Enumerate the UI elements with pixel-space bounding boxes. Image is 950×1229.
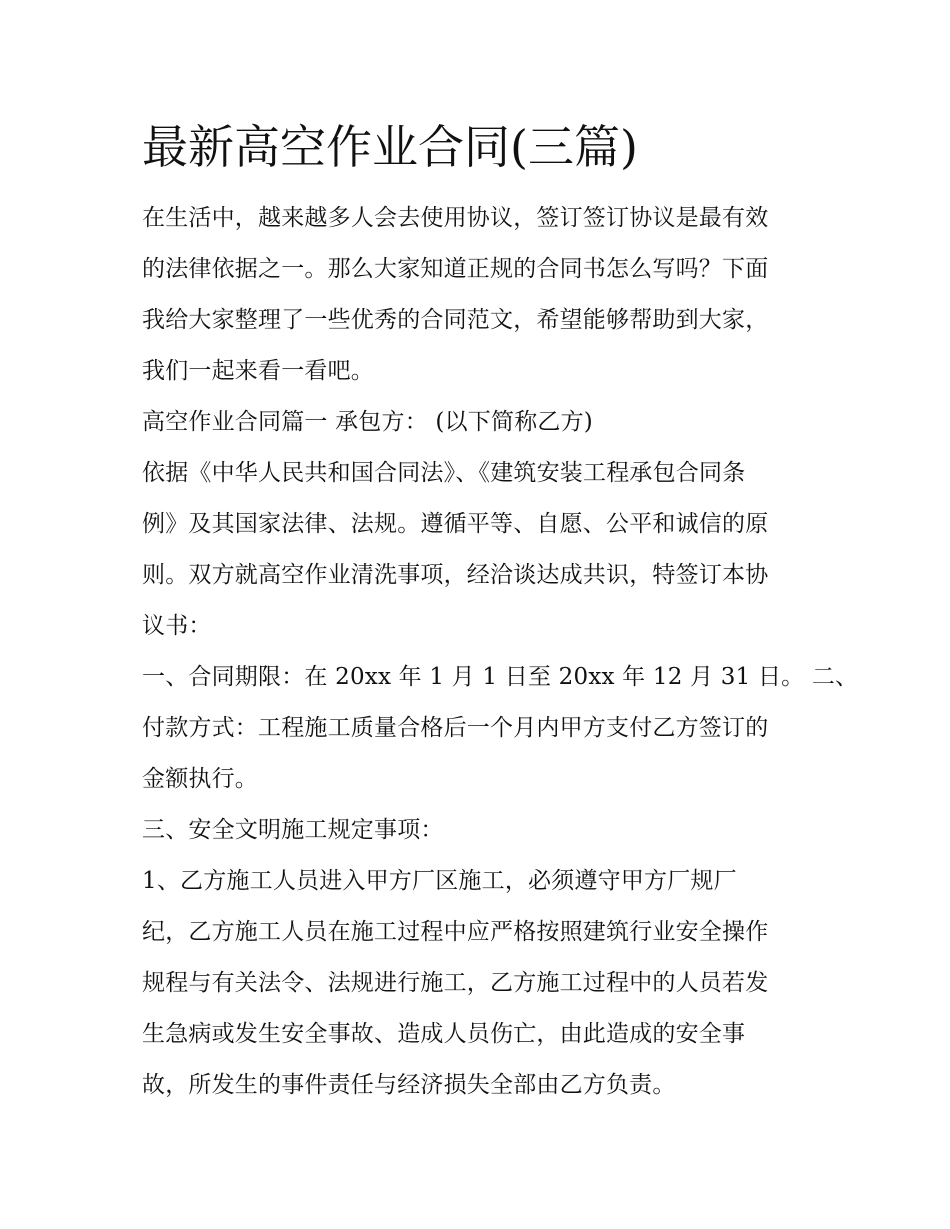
clause-line-5: 1、乙方施工人员进入甲方厂区施工，必须遵守甲方厂规厂 (142, 868, 737, 894)
body-line-3: 我给大家整理了一些优秀的合同范文，希望能够帮助到大家， (142, 307, 769, 333)
body-line-1: 在生活中，越来越多人会去使用协议，签订签订协议是最有效 (142, 205, 769, 231)
section-heading-line: 高空作业合同篇一 承包方： (以下简称乙方) (142, 409, 593, 435)
clause-line-2: 付款方式：工程施工质量合格后一个月内甲方支付乙方签订的 (142, 715, 769, 741)
body-line-6: 依据《中华人民共和国合同法》、《建筑安装工程承包合同条 (142, 460, 746, 486)
document-page (142, 113, 859, 1111)
clause-line-9: 故，所发生的事件责任与经济损失全部由乙方负责。 (142, 1072, 676, 1098)
body-line-8: 则。双方就高空作业清洗事项，经洽谈达成共识，特签订本协 (142, 562, 769, 588)
clause-line-6: 纪，乙方施工人员在施工过程中应严格按照建筑行业安全操作 (142, 919, 769, 945)
document-title: 最新高空作业合同(三篇) (142, 120, 638, 174)
clause-line-8: 生急病或发生安全事故、造成人员伤亡，由此造成的安全事 (142, 1021, 746, 1047)
clause-line-3: 金额执行。 (142, 766, 258, 792)
clause-line-1: 一、合同期限：在 20xx 年 1 月 1 日至 20xx 年 12 月 31 日。 二、 (142, 664, 859, 690)
clause-line-4: 三、安全文明施工规定事项： (142, 817, 444, 843)
body-line-4: 我们一起来看一看吧。 (142, 358, 374, 384)
clause-line-7: 规程与有关法令、法规进行施工，乙方施工过程中的人员若发 (142, 970, 769, 996)
body-line-2: 的法律依据之一。那么大家知道正规的合同书怎么写吗？下面 (142, 256, 769, 282)
body-line-9: 议书： (142, 613, 212, 639)
body-line-7: 例》及其国家法律、法规。遵循平等、自愿、公平和诚信的原 (142, 511, 769, 537)
